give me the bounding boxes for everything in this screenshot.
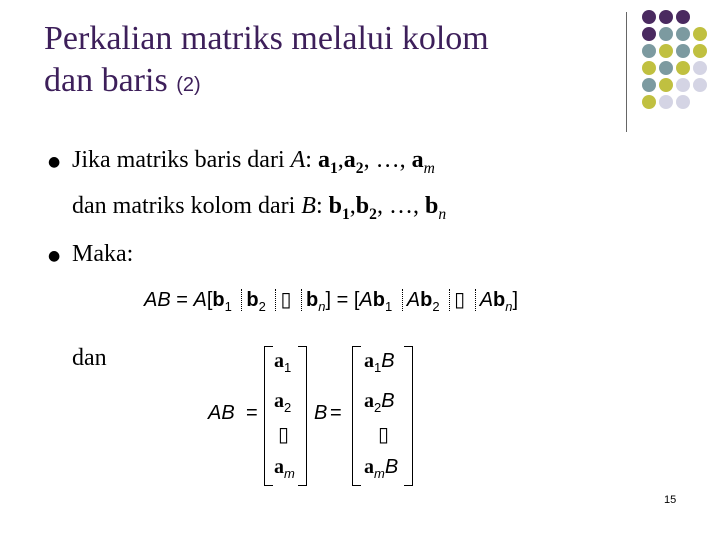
colon: : [315,193,329,219]
bullet-1-line-1: Jika matriks baris dari A: $a_1,a_2$, …, $a_m$ [72,147,435,177]
eq1-b2: $b_2$ [246,289,266,314]
dot-olive [693,27,707,41]
bullet-1-text-2: dan matriks kolom dari [72,193,302,219]
dot-gray [676,44,690,58]
slide-title [44,18,604,106]
dot-gray [659,27,673,41]
eq2-right-bracket-1 [298,346,307,486]
eq1-b1: $b_1$ [212,289,232,314]
eq2-amB: $a_mB$ [364,456,399,481]
eq2-B: B [314,402,328,424]
dot-gray [676,27,690,41]
dan-label: dan [72,345,107,371]
eq1-sep [449,289,450,311]
title-number: (2) [176,74,201,96]
eq2-placeholder: ▯ [278,424,290,446]
bullet-marker: ● [48,248,61,264]
dot-lavender [693,78,707,92]
eq2-equals: = [246,402,258,424]
seq-a2: $a_2$ [343,147,364,177]
eq1-Abn-b: $b_n$ [493,289,513,314]
eq2-left-bracket-2 [352,346,361,486]
dot-lavender [676,95,690,109]
eq1-sep [275,289,276,311]
dot-olive [642,61,656,75]
colon: : [305,147,318,173]
dot-gray [659,61,673,75]
dot-purple [676,10,690,24]
eq1-Ab2-A: A [406,289,421,311]
eq1-A: A [193,289,207,311]
eq1-bn: $b_n$ [306,289,326,314]
title-line-2 [44,60,604,106]
eq2-a1B: $a_1B$ [364,350,395,375]
eq2-a1: $a_1$ [274,350,292,375]
eq1-lhs: AB [144,289,171,311]
bullet-2-text: Maka: [72,241,134,267]
eq2-left-bracket-1 [264,346,273,486]
dot-gray [642,78,656,92]
eq2-equals-2: = [330,402,342,424]
bullet-1-text: Jika matriks baris dari [72,147,291,173]
dot-purple [642,10,656,24]
dot-olive [659,44,673,58]
dot-lavender [693,61,707,75]
eq1-Ab1-A: A [359,289,373,311]
dot-gray [642,44,656,58]
seq-bn: $b_n$ [424,193,447,223]
seq-b1: $b_1$ [328,193,350,223]
bullet-1-line-2: dan matriks kolom dari B: $b_1,b_2$, …, $b_n$ [72,193,447,223]
bullet-marker: ● [48,154,61,170]
eq1-placeholder-2: ▯ [454,289,466,311]
ellipsis: …, [388,193,419,219]
eq1-sep [475,289,476,311]
var-A: A [290,147,306,173]
eq1-sep [402,289,403,311]
dot-olive [693,44,707,58]
dot-lavender [676,78,690,92]
dot-olive [659,78,673,92]
page-number: 15 [664,494,677,506]
dot-olive [676,61,690,75]
dot-purple [659,10,673,24]
decorative-dots [638,10,718,120]
eq2-am: $a_m$ [274,456,295,481]
seq-am: $a_m$ [411,147,435,177]
var-B: B [301,193,316,219]
eq1-placeholder: ▯ [280,289,292,311]
seq-a1: $a_1$ [317,147,338,177]
ellipsis: …, [375,147,406,173]
title-line-2-main: dan baris [44,62,177,99]
dot-purple [642,27,656,41]
dot-lavender [659,95,673,109]
eq1-sep [241,289,242,311]
divider-line [626,12,627,132]
eq1-equals-2: = [336,289,349,311]
seq-b2: $b_2$ [355,193,377,223]
title-line-1: Perkalian matriks melalui kolom [44,20,489,57]
eq1-Abn-A: A [479,289,494,311]
eq1-Ab2-b: $b_2$ [420,289,440,314]
eq1-sep [301,289,302,311]
eq2-right-bracket-2 [404,346,413,486]
eq1-equals: = [176,289,188,311]
equation-1: AB = $A[b_1$ $b_2$ ▯ $b_n] = [Ab_1$ $Ab_2$ ▯ $Ab_n$] [144,289,519,314]
eq2-a2: $a_2$ [274,390,292,415]
eq1-Ab1-b: $b_1$ [372,289,393,314]
eq2-placeholder-2: ▯ [378,424,390,446]
dot-olive [642,95,656,109]
eq2-lhs: AB [208,402,235,424]
eq2-a2B: $a_2B$ [364,390,395,415]
